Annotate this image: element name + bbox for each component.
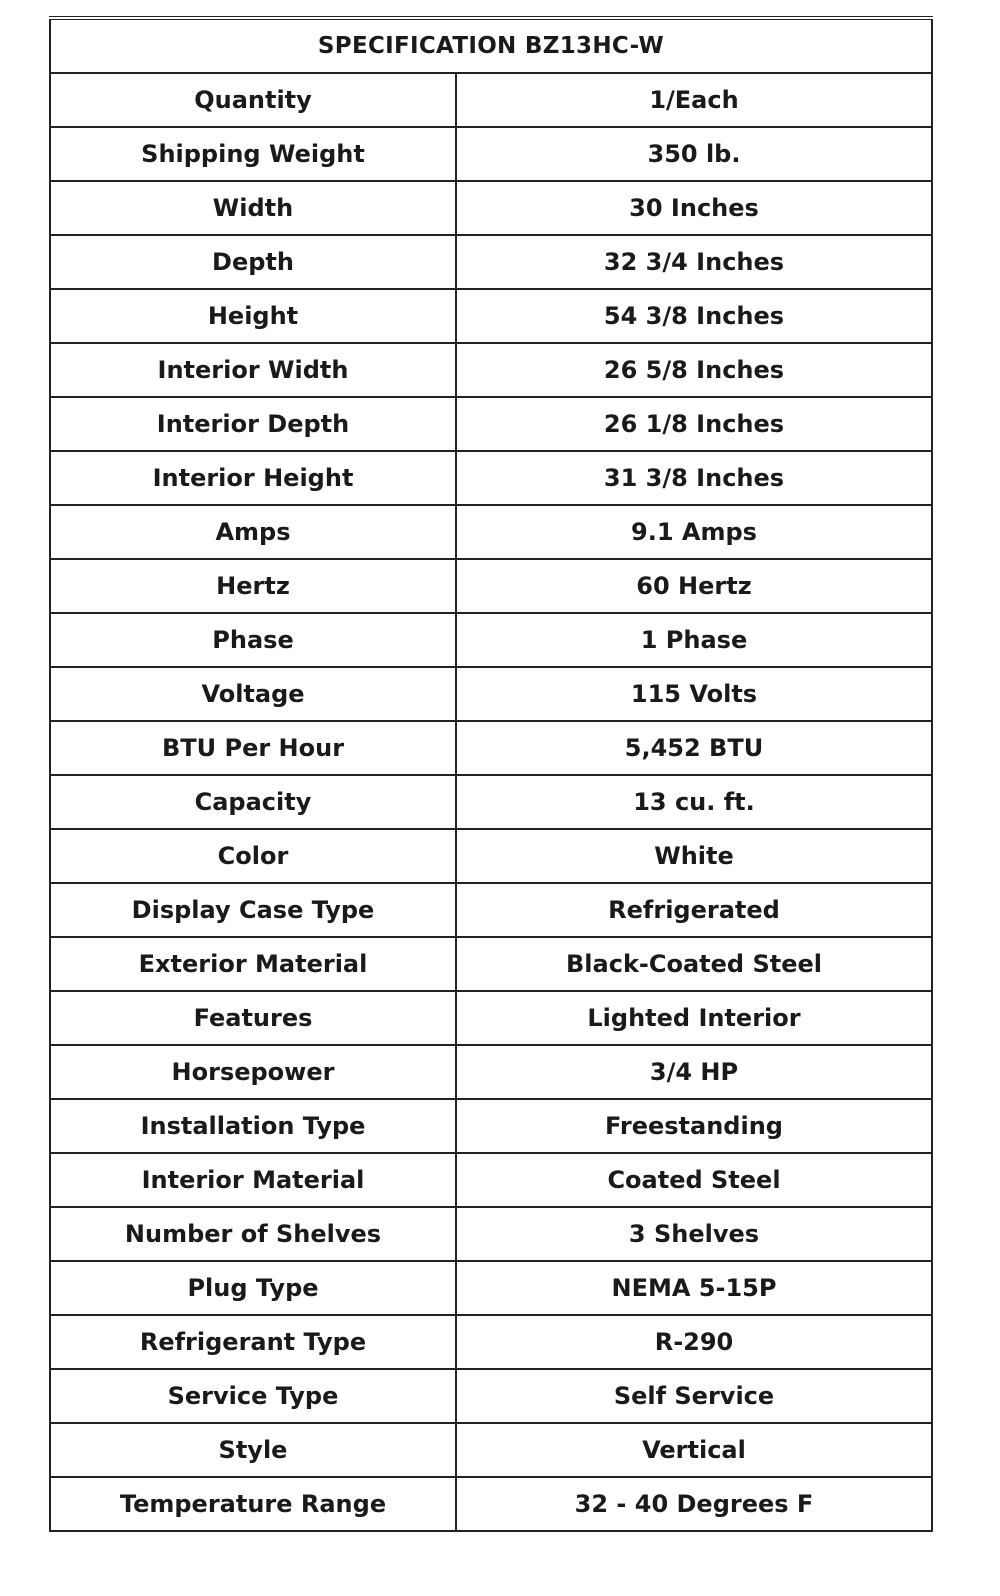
spec-value: 54 3/8 Inches	[456, 289, 932, 343]
table-row	[50, 1261, 932, 1315]
spec-value: Coated Steel	[456, 1153, 932, 1207]
spec-label: Depth	[50, 235, 456, 289]
table-row	[50, 1423, 932, 1477]
spec-label: Refrigerant Type	[50, 1315, 456, 1369]
table-row	[50, 451, 932, 505]
spec-value: 3 Shelves	[456, 1207, 932, 1261]
table-row	[50, 235, 932, 289]
spec-label: Phase	[50, 613, 456, 667]
spec-label: Interior Depth	[50, 397, 456, 451]
specification-table	[49, 16, 933, 1532]
spec-label: Interior Material	[50, 1153, 456, 1207]
table-row	[50, 397, 932, 451]
table-row	[50, 559, 932, 613]
spec-label: Plug Type	[50, 1261, 456, 1315]
spec-value: 3/4 HP	[456, 1045, 932, 1099]
spec-label: Installation Type	[50, 1099, 456, 1153]
table-row	[50, 1153, 932, 1207]
table-row	[50, 775, 932, 829]
spec-label: Height	[50, 289, 456, 343]
spec-value: 1/Each	[456, 73, 932, 127]
table-row	[50, 343, 932, 397]
table-row	[50, 721, 932, 775]
spec-label: Interior Height	[50, 451, 456, 505]
table-row	[50, 1477, 932, 1531]
spec-label: Number of Shelves	[50, 1207, 456, 1261]
spec-value: Refrigerated	[456, 883, 932, 937]
table-row	[50, 829, 932, 883]
table-row	[50, 937, 932, 991]
spec-value: 26 1/8 Inches	[456, 397, 932, 451]
spec-label: Temperature Range	[50, 1477, 456, 1531]
spec-value: 1 Phase	[456, 613, 932, 667]
table-row	[50, 1369, 932, 1423]
table-row	[50, 127, 932, 181]
table-row	[50, 73, 932, 127]
spec-label: Capacity	[50, 775, 456, 829]
spec-label: Shipping Weight	[50, 127, 456, 181]
table-body	[50, 73, 932, 1531]
spec-value: NEMA 5-15P	[456, 1261, 932, 1315]
table-row	[50, 883, 932, 937]
spec-label: Style	[50, 1423, 456, 1477]
spec-value: 30 Inches	[456, 181, 932, 235]
spec-value: White	[456, 829, 932, 883]
spec-label: Voltage	[50, 667, 456, 721]
table-header-row	[50, 18, 932, 73]
table-row	[50, 1045, 932, 1099]
spec-label: Service Type	[50, 1369, 456, 1423]
spec-label: Exterior Material	[50, 937, 456, 991]
spec-label: Display Case Type	[50, 883, 456, 937]
spec-label: Hertz	[50, 559, 456, 613]
spec-label: Horsepower	[50, 1045, 456, 1099]
spec-label: Width	[50, 181, 456, 235]
spec-value: Self Service	[456, 1369, 932, 1423]
spec-value: Lighted Interior	[456, 991, 932, 1045]
table-row	[50, 991, 932, 1045]
spec-value: 26 5/8 Inches	[456, 343, 932, 397]
table-row	[50, 1315, 932, 1369]
table-title: SPECIFICATION BZ13HC-W	[50, 18, 932, 73]
spec-value: 13 cu. ft.	[456, 775, 932, 829]
spec-label: Amps	[50, 505, 456, 559]
spec-value: Vertical	[456, 1423, 932, 1477]
spec-label: Interior Width	[50, 343, 456, 397]
spec-label: BTU Per Hour	[50, 721, 456, 775]
spec-label: Features	[50, 991, 456, 1045]
table-row	[50, 1207, 932, 1261]
spec-value: 32 - 40 Degrees F	[456, 1477, 932, 1531]
spec-value: 32 3/4 Inches	[456, 235, 932, 289]
spec-value: 9.1 Amps	[456, 505, 932, 559]
table-row	[50, 1099, 932, 1153]
spec-value: 60 Hertz	[456, 559, 932, 613]
table-row	[50, 505, 932, 559]
spec-value: 115 Volts	[456, 667, 932, 721]
spec-value: 5,452 BTU	[456, 721, 932, 775]
spec-value: 350 lb.	[456, 127, 932, 181]
spec-value: 31 3/8 Inches	[456, 451, 932, 505]
table-row	[50, 613, 932, 667]
table-row	[50, 289, 932, 343]
spec-value: R-290	[456, 1315, 932, 1369]
spec-value: Black-Coated Steel	[456, 937, 932, 991]
spec-value: Freestanding	[456, 1099, 932, 1153]
spec-label: Color	[50, 829, 456, 883]
spec-label: Quantity	[50, 73, 456, 127]
table-row	[50, 181, 932, 235]
table-row	[50, 667, 932, 721]
